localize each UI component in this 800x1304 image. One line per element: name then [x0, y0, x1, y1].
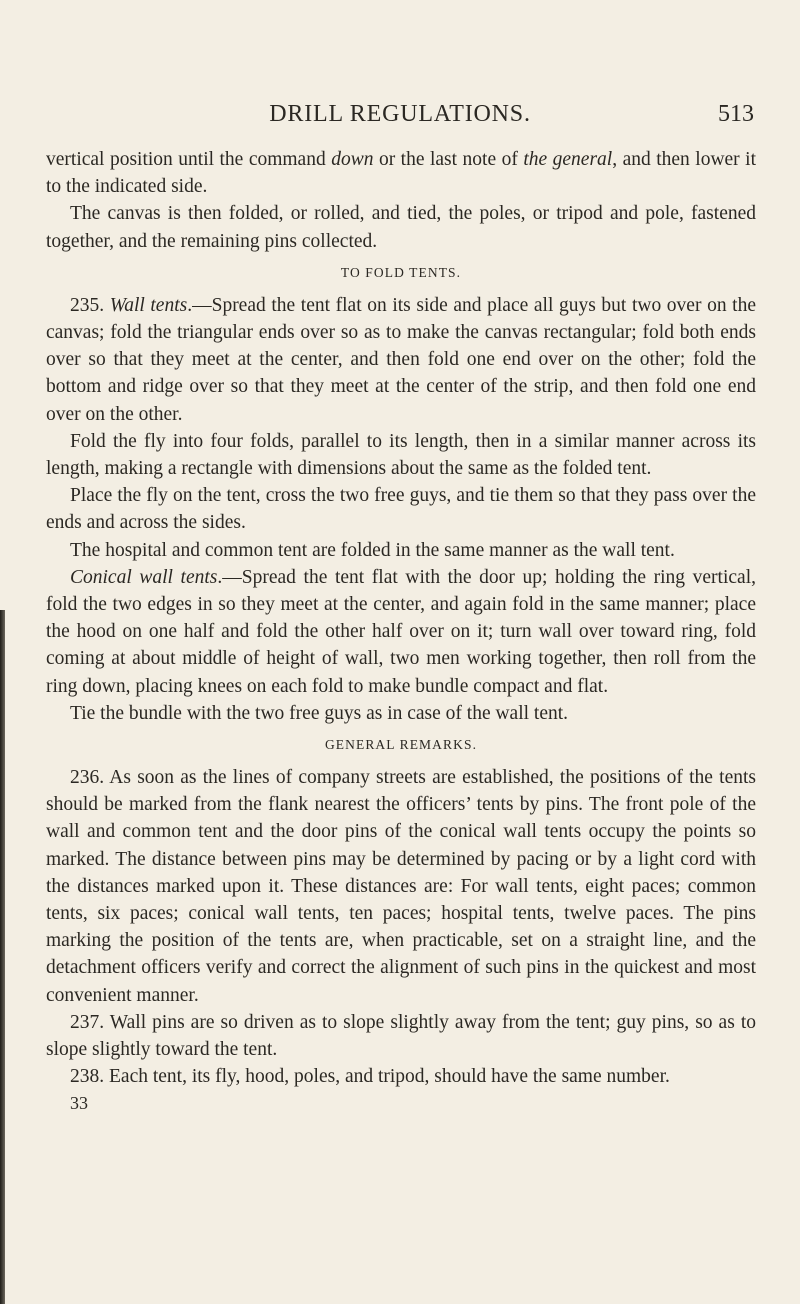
text-run: vertical position until the command: [46, 149, 332, 170]
page-header: [46, 96, 754, 132]
paragraph-238: 238. Each tent, its fly, hood, poles, and tripod, should have the same number.: [70, 1066, 670, 1088]
paragraph: The hospital and common tent are folded in the same manner as the wall tent.: [70, 539, 675, 561]
text-run: or the last note of: [373, 149, 524, 170]
section-heading-general-remarks: GENERAL REMARKS.: [324, 737, 478, 753]
running-title: DRILL REGULATIONS.: [269, 101, 531, 127]
paragraph-continued: [46, 146, 756, 200]
page-number: 513: [718, 101, 754, 127]
italic-run: the general: [523, 149, 613, 170]
section-heading-fold-tents: TO FOLD TENTS.: [340, 264, 462, 280]
paragraph-237: 237. Wall pins are so driven as to slope slightly away from the tent; guy pins, so as to slope slightly toward the tent.: [46, 1011, 756, 1061]
page-binding-shadow: [0, 610, 5, 1304]
text-run: , and then lower it to the indicated side.: [46, 149, 756, 198]
signature-mark: 33: [70, 1092, 88, 1113]
paragraph: Tie the bundle with the two free guys as in case of the wall tent.: [70, 702, 569, 724]
italic-title: Wall tents: [109, 294, 188, 316]
text-run: .—Spread the tent flat on its side and place all guys but two over on the canvas; fold the triangular ends over so as to make the canvas rectangular; fold both ends over so that they meet at the center, and then fold one end over on the other; fold the bottom and ridge over so that they meet at the center of the strip, and then fold one end over on the other.: [46, 294, 756, 425]
italic-run: down: [331, 149, 374, 170]
italic-title: Conical wall tents: [70, 566, 218, 588]
paragraph-236: 236. As soon as the lines of company streets are established, the positions of the tents should be marked from the flank nearest the officers’ tents by pins. The front pole of the wall and common tent and the door pins of the conical wall tents occupy the points so marked. The distance between pins may be determined by pacing or by a light cord with the distances marked upon it. These distances are: For wall tents, eight paces; common tents, six paces; conical wall tents, ten paces; hospital tents, twelve paces. The pins marking the position of the tents are, when practicable, set on a straight line, and the detachment officers verify and correct the alignment of such pins in the quickest and most convenient manner.: [46, 767, 756, 1006]
paragraph-235: [46, 292, 756, 428]
body-text: [46, 146, 756, 1115]
paragraph: Place the fly on the tent, cross the two free guys, and tie them so that they pass over the ends and across the sides.: [46, 485, 756, 534]
paragraph-conical-wall-tents: [46, 564, 756, 700]
paragraph: The canvas is then folded, or rolled, and tied, the poles, or tripod and pole, fastened together, and the remaining pins collected.: [46, 203, 756, 252]
paragraph-number: 235.: [70, 294, 110, 316]
text-run: .—Spread the tent flat with the door up; holding the ring vertical, fold the two edges in so they meet at the center, and again fold in the same manner; place the hood on one half and fold the other half over on it; turn wall over toward ring, fold coming at about middle of height of wall, two men working together, then roll from the ring down, placing knees on each fold to make bundle compact and flat.: [46, 566, 756, 697]
paragraph: Fold the fly into four folds, parallel to its length, then in a similar manner across its length, making a rectangle with dimensions about the same as the folded tent.: [46, 430, 756, 480]
